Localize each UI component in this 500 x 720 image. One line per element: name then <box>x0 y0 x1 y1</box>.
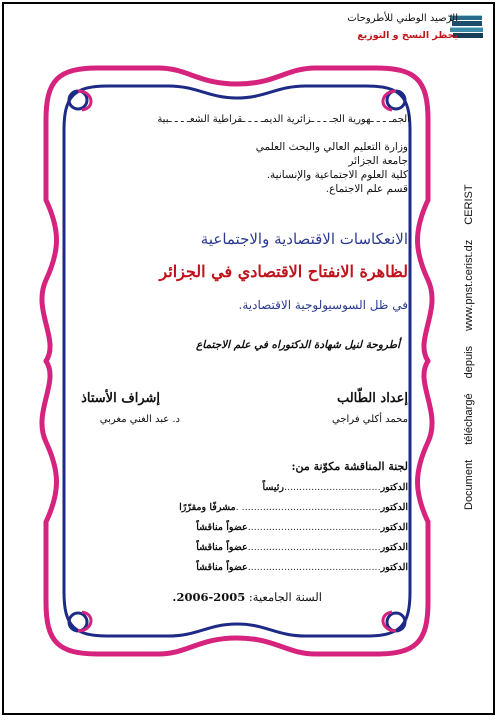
member-title: الدكتور <box>380 502 408 513</box>
ministry-name: وزارة التعليم العالي والبحث العلمي <box>255 141 408 153</box>
member-dots: ................................ <box>283 482 381 493</box>
member-role: عضواً مناقشاً <box>196 522 248 533</box>
prepared-by-label: إعداد الطّالب <box>336 391 408 406</box>
department-name: قسم علم الاجتماع. <box>325 183 408 195</box>
student-name: محمد أكلي فراجي <box>332 414 408 425</box>
committee-label: لجنة المناقشة مكوّنة من: <box>291 460 408 473</box>
member-dots: ............................................ <box>247 542 381 553</box>
degree-line: أطروحة لنيل شهادة الدكتوراه في علم الاجتماع <box>195 339 400 351</box>
faculty-name: كلية العلوم الاجتماعية والإنسانية. <box>266 169 408 181</box>
member-title: الدكتور <box>380 522 408 533</box>
institution-block <box>256 140 408 196</box>
thesis-subject: لظاهرة الانفتاح الاقتصادي في الجزائر <box>159 262 408 281</box>
committee-row <box>196 542 408 553</box>
member-dots: ............................................ <box>247 562 381 573</box>
member-role: عضواً مناقشاً <box>196 542 248 553</box>
side-word: CERIST <box>463 184 475 225</box>
university-name: جامعة الجزائر <box>348 155 408 167</box>
committee-row <box>262 482 408 493</box>
member-title: الدكتور <box>380 562 408 573</box>
member-title: الدكتور <box>380 482 408 493</box>
side-word: téléchargé <box>463 393 475 445</box>
thesis-context: في ظل السوسيولوجية الاقتصادية. <box>238 298 408 312</box>
member-role: عضواً مناقشاً <box>196 562 248 573</box>
supervisor-name: د. عبد الغني مغربي <box>99 414 180 425</box>
side-word: Document <box>463 459 475 510</box>
side-url: www.pnst.cerist.dz <box>463 239 475 331</box>
member-dots: ............................................ <box>247 522 381 533</box>
member-title: الدكتور <box>380 542 408 553</box>
committee-row <box>196 562 408 573</box>
academic-year <box>172 590 322 604</box>
academic-year-label: السنة الجامعية: <box>248 590 322 604</box>
member-role: مشرفًا ومقرّرًا <box>179 502 236 513</box>
archive-notice: يحظر النسخ و التوزيع <box>357 30 458 41</box>
thesis-title: الانعكاسات الاقتصادية والاجتماعية <box>200 230 408 248</box>
supervision-label: إشراف الأستاذ <box>81 391 160 406</box>
committee-row <box>179 502 408 513</box>
member-dots: .............................................. . <box>235 502 381 513</box>
committee-row <box>196 522 408 533</box>
archive-title: الرّصيد الوطني للأطروحات <box>347 13 458 24</box>
academic-year-value: 2005-2006. <box>172 590 246 604</box>
member-role: رئيساً <box>262 482 284 493</box>
side-word: depuis <box>463 345 475 379</box>
republic-line: الجمـ ـ ـ ـهورية الجـ ـ ـ ـزائرية الديمـ ـ ـ ـقراطية الشعـ ـ ـ ـبية <box>157 114 410 125</box>
